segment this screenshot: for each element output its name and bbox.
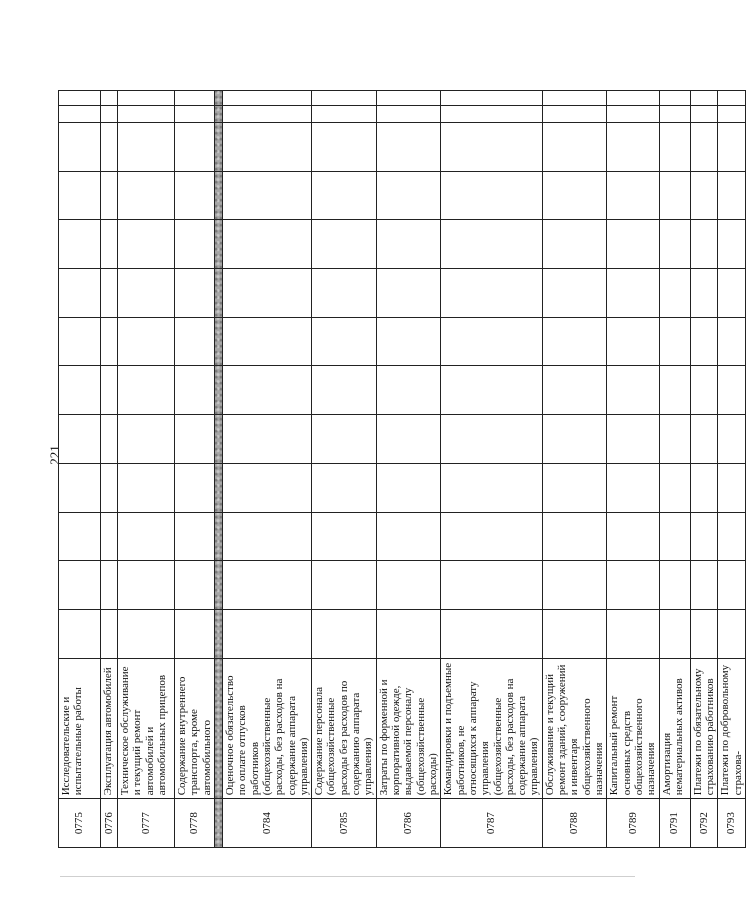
row-name-cell: Содержание персонала (общехозяйственные расходы без расходов по содержанию аппарата управления) [312,658,377,799]
empty-data-cell [101,220,118,269]
empty-data-cell [222,317,311,366]
empty-data-cell [59,220,101,269]
empty-data-cell [659,317,690,366]
row-name-cell: Командировки и подъемные работников, не относящихся к аппарату управления (общехозяйственные расходы, без расходов на содержание аппарата управления) [441,658,543,799]
empty-data-cell [607,105,659,122]
row-code-cell: 0789 [607,799,659,848]
empty-data-cell [101,610,118,659]
empty-data-cell [59,171,101,220]
empty-data-cell [690,122,718,171]
empty-data-cell [101,561,118,610]
empty-data-cell [175,122,215,171]
table-row [312,91,377,848]
empty-data-cell [718,610,746,659]
empty-data-cell [376,269,441,318]
empty-data-cell [59,91,101,106]
empty-data-cell [441,122,543,171]
empty-data-cell [718,317,746,366]
empty-data-cell [175,561,215,610]
empty-data-cell [214,105,222,122]
empty-data-cell [118,105,175,122]
empty-data-cell [441,610,543,659]
empty-data-cell [101,463,118,512]
empty-data-cell [312,105,377,122]
empty-data-cell [542,366,607,415]
table-row [376,91,441,848]
empty-data-cell [312,610,377,659]
empty-data-cell [175,512,215,561]
row-name-cell: Эксплуатация автомобилей [101,658,118,799]
empty-data-cell [376,415,441,464]
empty-data-cell [175,463,215,512]
empty-data-cell [118,561,175,610]
empty-data-cell [542,561,607,610]
table-row [607,91,659,848]
empty-data-cell [659,269,690,318]
row-name-cell: Амортизация нематериальных активов [659,658,690,799]
empty-data-cell [222,91,311,106]
empty-data-cell [312,122,377,171]
empty-data-cell [376,610,441,659]
empty-data-cell [175,415,215,464]
empty-data-cell [101,122,118,171]
empty-data-cell [312,366,377,415]
empty-data-cell [376,512,441,561]
empty-data-cell [376,105,441,122]
empty-data-cell [222,561,311,610]
empty-data-cell [214,366,222,415]
row-code-cell: 0786 [376,799,441,848]
empty-data-cell [607,317,659,366]
empty-data-cell [441,366,543,415]
empty-data-cell [175,269,215,318]
empty-data-cell [214,220,222,269]
empty-data-cell [101,105,118,122]
empty-data-cell [376,91,441,106]
empty-data-cell [376,220,441,269]
empty-data-cell [312,91,377,106]
empty-data-cell [312,220,377,269]
empty-data-cell [690,561,718,610]
row-name-cell: Платежи по обязательному страхованию работников [690,658,718,799]
empty-data-cell [175,105,215,122]
empty-data-cell [312,415,377,464]
empty-data-cell [718,171,746,220]
empty-data-cell [214,512,222,561]
row-code-cell: 0776 [101,799,118,848]
empty-data-cell [376,317,441,366]
empty-data-cell [101,171,118,220]
empty-data-cell [175,91,215,106]
table-row [542,91,607,848]
empty-data-cell [690,512,718,561]
row-name-cell: Исследовательские и испытательные работы [59,658,101,799]
empty-data-cell [214,269,222,318]
empty-data-cell [59,122,101,171]
empty-data-cell [542,122,607,171]
table-row-shaded [214,91,222,848]
table-row [690,91,718,848]
empty-data-cell [542,171,607,220]
empty-data-cell [542,91,607,106]
empty-data-cell [222,415,311,464]
empty-data-cell [659,220,690,269]
empty-data-cell [175,171,215,220]
scan-edge-line [60,876,635,877]
row-name-cell: Техническое обслуживание и текущий ремонт автомобилей и автомобильных прицепов [118,658,175,799]
empty-data-cell [718,512,746,561]
empty-data-cell [118,415,175,464]
row-code-cell: 0777 [118,799,175,848]
empty-data-cell [101,415,118,464]
empty-data-cell [222,220,311,269]
empty-data-cell [214,171,222,220]
empty-data-cell [659,610,690,659]
empty-data-cell [690,269,718,318]
empty-data-cell [118,463,175,512]
row-code-cell: 0792 [690,799,718,848]
empty-data-cell [101,512,118,561]
empty-data-cell [607,561,659,610]
empty-data-cell [441,512,543,561]
empty-data-cell [441,105,543,122]
empty-data-cell [607,122,659,171]
empty-data-cell [222,610,311,659]
empty-data-cell [607,610,659,659]
row-name-cell: Платежи по добровольному страхова- [718,658,746,799]
table-body [59,91,746,848]
row-code-cell: 0791 [659,799,690,848]
row-code-cell [214,799,222,848]
empty-data-cell [175,610,215,659]
empty-data-cell [118,317,175,366]
empty-data-cell [118,512,175,561]
empty-data-cell [312,269,377,318]
empty-data-cell [607,366,659,415]
empty-data-cell [542,317,607,366]
row-name-cell: Содержание внутреннего транспорта, кроме автомобильного [175,658,215,799]
empty-data-cell [59,269,101,318]
table-row [441,91,543,848]
empty-data-cell [441,317,543,366]
empty-data-cell [690,105,718,122]
row-code-cell: 0778 [175,799,215,848]
empty-data-cell [101,317,118,366]
row-code-cell: 0784 [222,799,311,848]
empty-data-cell [59,366,101,415]
empty-data-cell [214,610,222,659]
empty-data-cell [718,105,746,122]
empty-data-cell [718,269,746,318]
row-name-cell: Затраты по форменной и корпоративной одежде, выдаваемой персоналу (общехозяйственные расходы) [376,658,441,799]
empty-data-cell [659,561,690,610]
table-row [101,91,118,848]
empty-data-cell [607,171,659,220]
empty-data-cell [214,91,222,106]
empty-data-cell [376,366,441,415]
empty-data-cell [118,91,175,106]
empty-data-cell [118,171,175,220]
empty-data-cell [222,512,311,561]
empty-data-cell [175,220,215,269]
empty-data-cell [441,91,543,106]
empty-data-cell [214,122,222,171]
empty-data-cell [607,91,659,106]
empty-data-cell [690,317,718,366]
empty-data-cell [659,463,690,512]
empty-data-cell [542,105,607,122]
row-code-cell: 0787 [441,799,543,848]
empty-data-cell [59,317,101,366]
empty-data-cell [718,122,746,171]
row-code-cell: 0785 [312,799,377,848]
empty-data-cell [690,463,718,512]
empty-data-cell [222,269,311,318]
empty-data-cell [718,561,746,610]
empty-data-cell [659,91,690,106]
empty-data-cell [718,91,746,106]
empty-data-cell [659,415,690,464]
empty-data-cell [222,171,311,220]
empty-data-cell [690,415,718,464]
empty-data-cell [441,220,543,269]
empty-data-cell [718,463,746,512]
row-name-cell: Обслуживание и текущий ремонт зданий, сооружений и инвентаря общехозяйственного назначения [542,658,607,799]
empty-data-cell [690,171,718,220]
empty-data-cell [59,512,101,561]
empty-data-cell [101,91,118,106]
empty-data-cell [312,171,377,220]
cost-codes-table [58,90,746,848]
empty-data-cell [118,610,175,659]
empty-data-cell [659,122,690,171]
empty-data-cell [59,415,101,464]
empty-data-cell [607,512,659,561]
table-row [118,91,175,848]
empty-data-cell [607,463,659,512]
empty-data-cell [690,366,718,415]
empty-data-cell [690,220,718,269]
empty-data-cell [59,105,101,122]
empty-data-cell [718,415,746,464]
table-row [659,91,690,848]
empty-data-cell [222,105,311,122]
empty-data-cell [441,171,543,220]
empty-data-cell [214,463,222,512]
empty-data-cell [718,220,746,269]
empty-data-cell [376,463,441,512]
empty-data-cell [659,105,690,122]
empty-data-cell [607,269,659,318]
row-name-cell [214,658,222,799]
empty-data-cell [214,415,222,464]
empty-data-cell [542,610,607,659]
row-code-cell: 0793 [718,799,746,848]
table-row [175,91,215,848]
empty-data-cell [659,366,690,415]
empty-data-cell [542,463,607,512]
row-code-cell: 0788 [542,799,607,848]
empty-data-cell [441,415,543,464]
empty-data-cell [222,463,311,512]
empty-data-cell [441,269,543,318]
empty-data-cell [214,317,222,366]
empty-data-cell [542,269,607,318]
row-name-cell: Капитальный ремонт основных средств общехозяйственного назначения [607,658,659,799]
empty-data-cell [607,415,659,464]
table-row [718,91,746,848]
empty-data-cell [214,561,222,610]
empty-data-cell [542,415,607,464]
empty-data-cell [376,122,441,171]
empty-data-cell [101,269,118,318]
empty-data-cell [312,561,377,610]
empty-data-cell [175,366,215,415]
empty-data-cell [441,561,543,610]
document-table-wrapper [58,90,744,848]
empty-data-cell [718,366,746,415]
empty-data-cell [376,171,441,220]
table-row [59,91,101,848]
empty-data-cell [59,561,101,610]
empty-data-cell [59,463,101,512]
row-code-cell: 0775 [59,799,101,848]
empty-data-cell [222,122,311,171]
empty-data-cell [607,220,659,269]
empty-data-cell [542,220,607,269]
empty-data-cell [222,366,311,415]
empty-data-cell [659,171,690,220]
empty-data-cell [312,317,377,366]
empty-data-cell [59,610,101,659]
empty-data-cell [118,269,175,318]
empty-data-cell [690,91,718,106]
empty-data-cell [441,463,543,512]
empty-data-cell [659,512,690,561]
empty-data-cell [118,122,175,171]
empty-data-cell [312,463,377,512]
empty-data-cell [542,512,607,561]
empty-data-cell [101,366,118,415]
row-name-cell: Оценочное обязательство по оплате отпусков работников (общехозяйственные расходы, без расходов на содержание аппарата управления) [222,658,311,799]
empty-data-cell [118,366,175,415]
page-number: 221 [47,445,62,465]
empty-data-cell [175,317,215,366]
table-row [222,91,311,848]
empty-data-cell [376,561,441,610]
empty-data-cell [118,220,175,269]
empty-data-cell [690,610,718,659]
empty-data-cell [312,512,377,561]
